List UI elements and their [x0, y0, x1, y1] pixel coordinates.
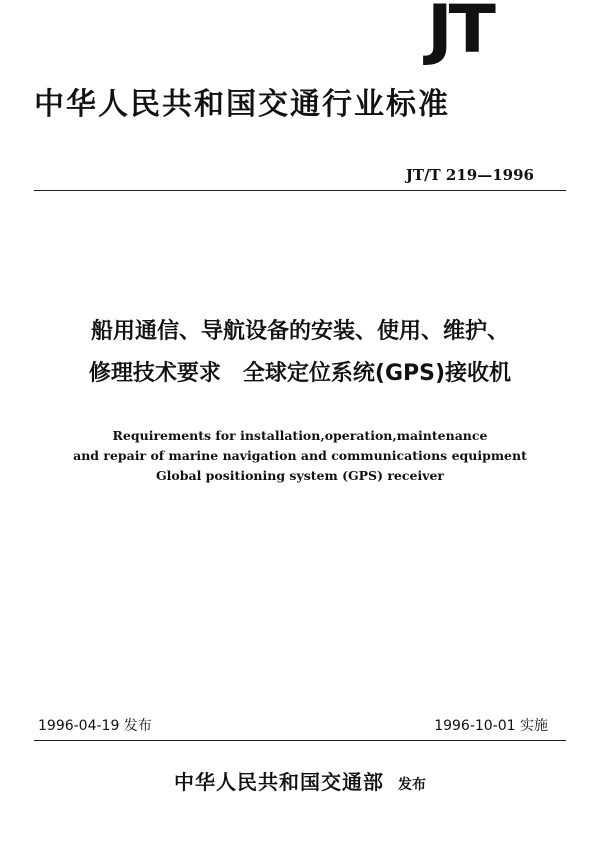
- issuer-line: [0, 766, 600, 795]
- english-title-line-2: and repair of marine navigation and communications equipment: [73, 448, 527, 463]
- chinese-title-line-2: 修理技术要求 全球定位系统(GPS)接收机: [88, 361, 512, 386]
- english-title-line-1: Requirements for installation,operation,maintenance: [112, 428, 488, 443]
- top-divider: [34, 190, 566, 191]
- issuer-name: 中华人民共和国交通部: [174, 770, 384, 794]
- issuer-suffix: 发布: [398, 777, 426, 793]
- english-title-line-3: Global positioning system (GPS) receiver: [155, 468, 445, 483]
- standard-number: JT/T 219—1996: [405, 166, 534, 184]
- issue-date: 1996-04-19 发布: [38, 718, 152, 734]
- bottom-divider: [34, 740, 566, 741]
- implementation-date: 1996-10-01 实施: [434, 718, 548, 734]
- jt-logo: JT: [427, 0, 492, 68]
- chinese-title-line-1: 船用通信、导航设备的安装、使用、维护、: [90, 319, 509, 344]
- organization-title: 中华人民共和国交通行业标准: [34, 87, 450, 122]
